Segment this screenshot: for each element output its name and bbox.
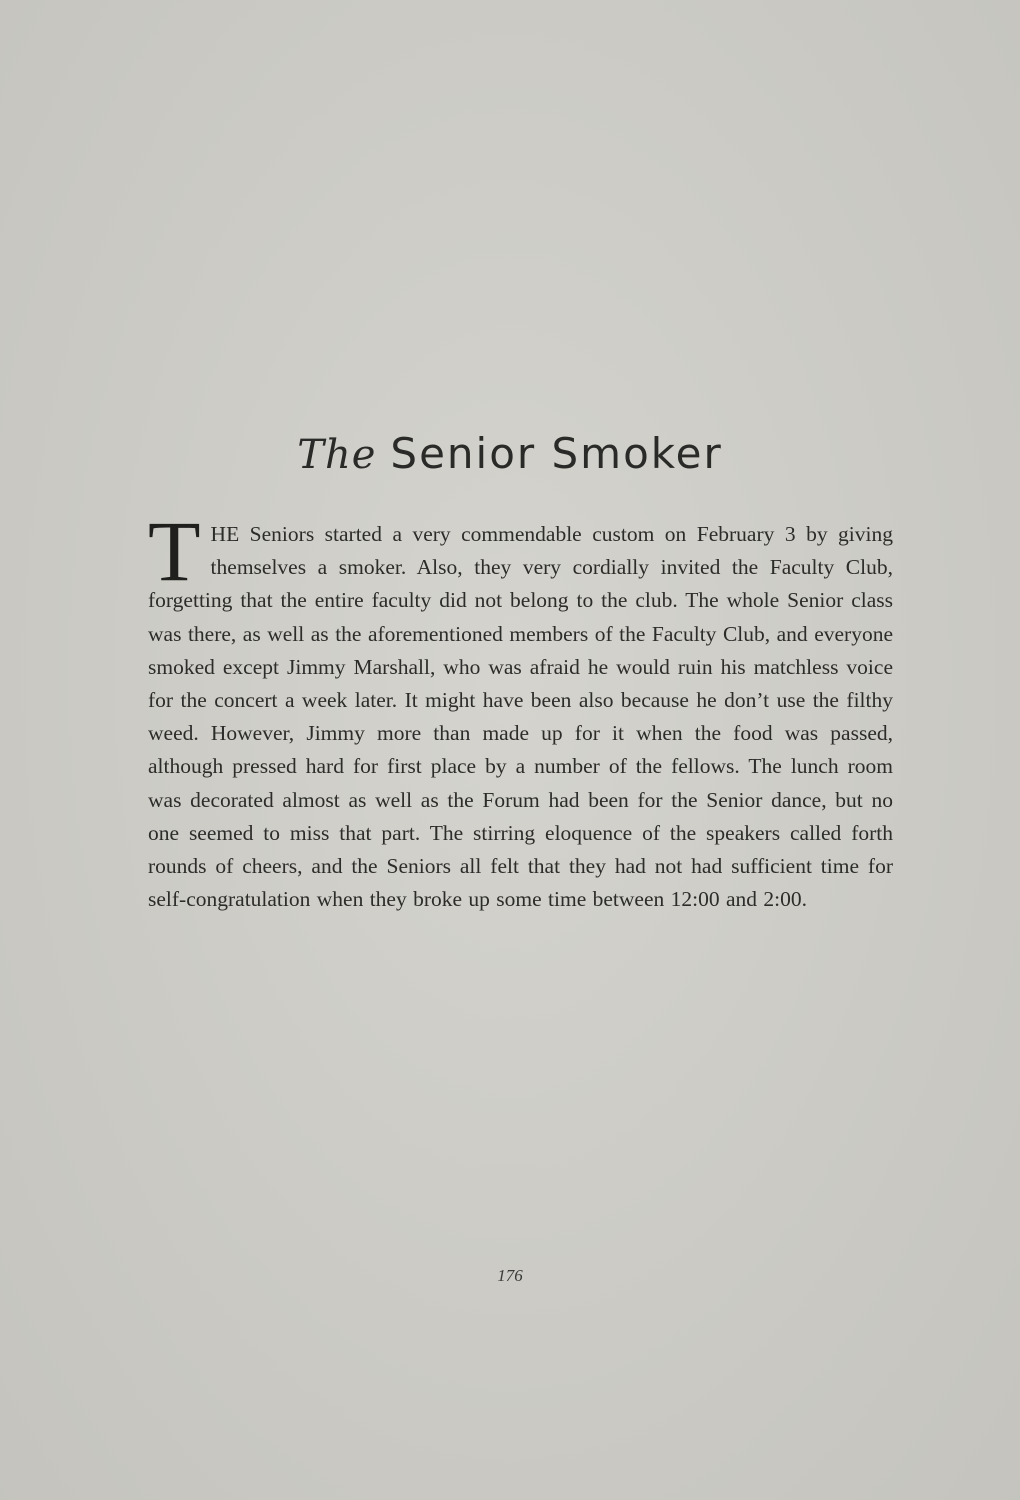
page-number: 176	[497, 1266, 523, 1285]
title-prefix: The	[297, 432, 377, 478]
title-main: Senior Smoker	[390, 429, 723, 478]
paragraph-text: HE Seniors started a very commendable custom on February 3 by giving themselves a smoker. Also, they very cordially invited the Faculty Club, forgetting that the entire faculty did not belong to the club. The whole Senior class was there, as well as the aforementioned members of the Faculty Club, and everyone smoked except Jimmy Marshall, who was afraid he would ruin his matchless voice for the concert a week later. It might have been also because he don’t use the filthy weed. However, Jimmy more than made up for it when the food was passed, although pressed hard for first place by a number of the fellows. The lunch room was decorated almost as well as the Forum had been for the Senior dance, but no one seemed to miss that part. The stirring eloquence of the speakers called forth rounds of cheers, and the Seniors all felt that they had not had sufficient time for self-congratulation when they broke up some time between 12:00 and 2:00.	[148, 522, 893, 912]
drop-cap: T	[148, 503, 201, 599]
page-title	[0, 424, 1020, 485]
body-paragraph	[148, 503, 893, 916]
